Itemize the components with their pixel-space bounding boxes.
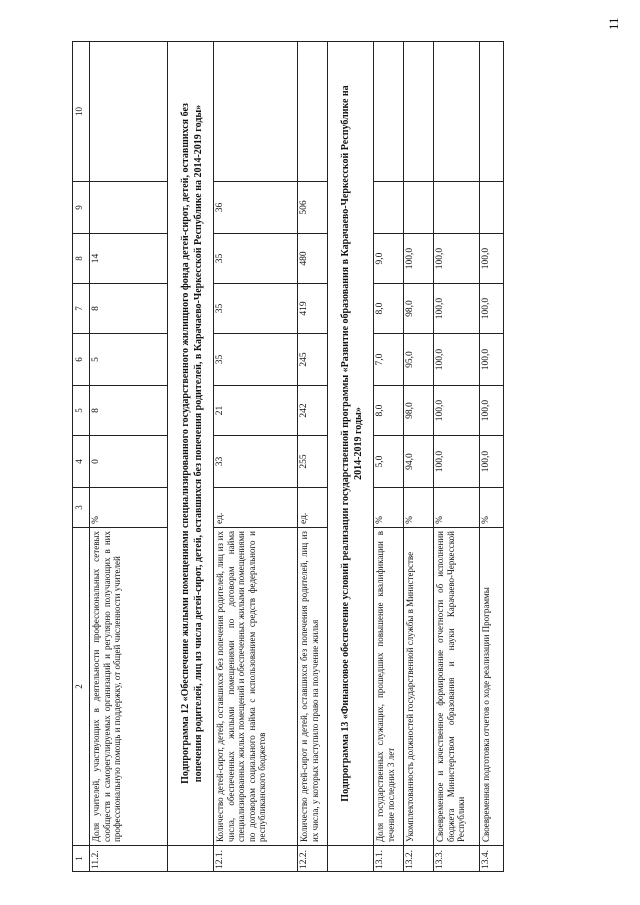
- value-cell: [480, 182, 504, 234]
- value-cell: 7,0: [374, 334, 404, 386]
- value-cell: 255: [298, 436, 328, 488]
- value-cell: [404, 182, 434, 234]
- header-cell: 7: [73, 284, 90, 334]
- value-cell: [434, 42, 480, 182]
- value-cell: [214, 42, 298, 182]
- header-cell: 1: [73, 846, 90, 872]
- row-number: 13.3.: [434, 846, 480, 872]
- value-cell: 94,0: [404, 436, 434, 488]
- unit-cell: ед.: [214, 488, 298, 528]
- header-cell: 3: [73, 488, 90, 528]
- unit-cell: %: [90, 488, 168, 528]
- value-cell: 8: [90, 284, 168, 334]
- indicator-text: Количество детей-сирот, детей, оставшихся без попечения родителей, лиц из их числа, обеспеченных жилыми помещениями по договорам найма специализированных жилых помещений и обеспеченных жилыми помещениями по договорам социального найма с использованием средств федерального и республиканского бюджетов: [214, 528, 298, 846]
- row-number: 13.4.: [480, 846, 504, 872]
- header-cell: 9: [73, 182, 90, 234]
- indicator-text: Количество детей-сирот и детей, оставшихся без попечения родителей, лиц из их числа, у которых наступило право на получение жилья: [298, 528, 328, 846]
- value-cell: 98,0: [404, 386, 434, 436]
- indicators-table: [72, 41, 504, 872]
- value-cell: 100,0: [480, 436, 504, 488]
- value-cell: 480: [298, 234, 328, 284]
- header-cell: 5: [73, 386, 90, 436]
- row-number: 13.2.: [404, 846, 434, 872]
- value-cell: [374, 42, 404, 182]
- subprogram-13-row: [328, 42, 374, 872]
- subprogram-13-title: Подпрограмма 13 «Финансовое обеспечение условий реализации государственной программы «Развитие образования в Карачаево-Черкесской Республике на 2014-2019 годы»: [328, 42, 374, 846]
- value-cell: 8,0: [374, 386, 404, 436]
- table-row: [298, 42, 328, 872]
- unit-cell: ед.: [298, 488, 328, 528]
- table-row: [480, 42, 504, 872]
- value-cell: 0: [90, 436, 168, 488]
- value-cell: 14: [90, 234, 168, 284]
- value-cell: 35: [214, 284, 298, 334]
- value-cell: 245: [298, 334, 328, 386]
- row-number: 13.1.: [374, 846, 404, 872]
- value-cell: [298, 42, 328, 182]
- value-cell: 100,0: [404, 234, 434, 284]
- value-cell: 100,0: [480, 234, 504, 284]
- indicator-text: Укомплектованность должностей государственной службы в Министерстве: [404, 528, 434, 846]
- subprogram-12-row: [168, 42, 214, 872]
- row-number: 12.1.: [214, 846, 298, 872]
- indicator-text: Доля государственных служащих, прошедших повышение квалификации в течение последних 3 лет: [374, 528, 404, 846]
- value-cell: 5,0: [374, 436, 404, 488]
- value-cell: 21: [214, 386, 298, 436]
- value-cell: [374, 182, 404, 234]
- value-cell: 8: [90, 386, 168, 436]
- value-cell: 100,0: [480, 284, 504, 334]
- value-cell: 100,0: [434, 386, 480, 436]
- value-cell: 9,0: [374, 234, 404, 284]
- value-cell: 35: [214, 334, 298, 386]
- header-cell: 6: [73, 334, 90, 386]
- indicator-text: Доля учителей, участвующих в деятельности профессиональных сетевых сообществ и саморегулируемых организаций и регулярно получающих в них профессиональную помощь и поддержку, от общей численности учителей: [90, 528, 168, 846]
- value-cell: 100,0: [434, 234, 480, 284]
- unit-cell: %: [404, 488, 434, 528]
- value-cell: [480, 42, 504, 182]
- value-cell: 8,0: [374, 284, 404, 334]
- value-cell: [90, 182, 168, 234]
- value-cell: 95,0: [404, 334, 434, 386]
- value-cell: 100,0: [434, 284, 480, 334]
- table-row: [404, 42, 434, 872]
- unit-cell: %: [480, 488, 504, 528]
- value-cell: 5: [90, 334, 168, 386]
- blank-cell: [328, 846, 374, 872]
- table-row: [434, 42, 480, 872]
- value-cell: 33: [214, 436, 298, 488]
- value-cell: 242: [298, 386, 328, 436]
- value-cell: 36: [214, 182, 298, 234]
- value-cell: [404, 42, 434, 182]
- value-cell: 100,0: [480, 334, 504, 386]
- indicator-text: Своевременное и качественное формирование отчетности об исполнении бюджета Министерством образования и науки Карачаево-Черкесской Республики: [434, 528, 480, 846]
- subprogram-12-title: Подпрограмма 12 «Обеспечение жилыми помещениями специализированного государственного жилищного фонда детей-сирот, детей, оставшихся без попечения родителей, лиц из числа детей-сирот, детей, оставшихся без попечения родителей, в Карачаево-Черкесской Республике на 2014-2019 годы»: [168, 42, 214, 846]
- value-cell: 419: [298, 284, 328, 334]
- row-number: 12.2.: [298, 846, 328, 872]
- unit-cell: %: [374, 488, 404, 528]
- blank-cell: [168, 846, 214, 872]
- value-cell: 98,0: [404, 284, 434, 334]
- page-number: 11: [606, 17, 621, 30]
- table-row: [90, 42, 168, 872]
- table-row: [214, 42, 298, 872]
- header-cell: 4: [73, 436, 90, 488]
- value-cell: 506: [298, 182, 328, 234]
- indicator-text: Своевременная подготовка отчетов о ходе реализации Программы: [480, 528, 504, 846]
- table-row: [374, 42, 404, 872]
- value-cell: 100,0: [434, 334, 480, 386]
- header-cell: 10: [73, 42, 90, 182]
- value-cell: 100,0: [480, 386, 504, 436]
- header-row: [73, 42, 90, 872]
- value-cell: [90, 42, 168, 182]
- value-cell: [434, 182, 480, 234]
- value-cell: 35: [214, 234, 298, 284]
- unit-cell: %: [434, 488, 480, 528]
- header-cell: 8: [73, 234, 90, 284]
- row-number: 11.2.: [90, 846, 168, 872]
- value-cell: 100,0: [434, 436, 480, 488]
- header-cell: 2: [73, 528, 90, 846]
